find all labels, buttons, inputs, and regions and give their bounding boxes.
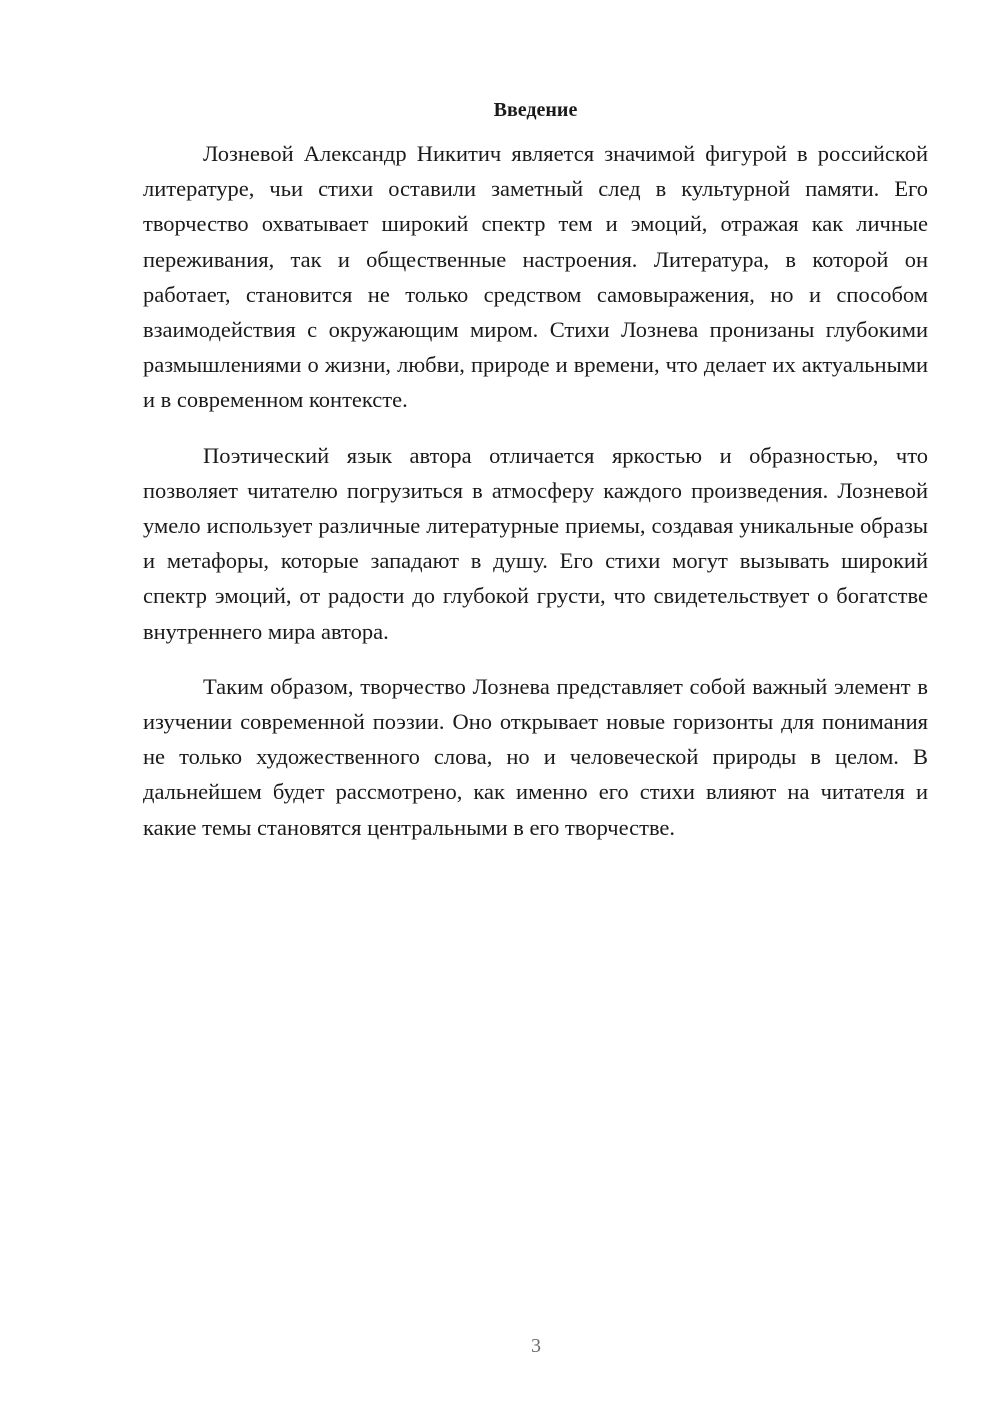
page-content [143, 92, 928, 865]
section-heading: Введение [493, 99, 578, 121]
paragraph-2: Поэтический язык автора отличается яркостью и образностью, что позволяет читателю погрузиться в атмосферу каждого произведения. Лозневой умело использует различные литературные приемы, создавая уникальные образы и метафоры, которые западают в душу. Его стихи могут вызывать широкий спектр эмоций, от радости до глубокой грусти, что свидетельствует о богатстве внутреннего мира автора. [143, 442, 928, 644]
page-number: 3 [531, 1335, 541, 1357]
paragraph-1: Лозневой Александр Никитич является значимой фигурой в российской литературе, чьи стихи оставили заметный след в культурной памяти. Его творчество охватывает широкий спектр тем и эмоций, отражая как личные переживания, так и общественные настроения. Литература, в которой он работает, становится не только средством самовыражения, но и способом взаимодействия с окружающим миром. Стихи Лознева пронизаны глубокими размышлениями о жизни, любви, природе и времени, что делает их актуальными и в современном контексте. [143, 141, 928, 413]
paragraph-3: Таким образом, творчество Лознева представляет собой важный элемент в изучении современной поэзии. Оно открывает новые горизонты для понимания не только художественного слова, но и человеческой природы в целом. В дальнейшем будет рассмотрено, как именно его стихи влияют на читателя и какие темы становятся центральными в его творчестве. [143, 673, 928, 840]
